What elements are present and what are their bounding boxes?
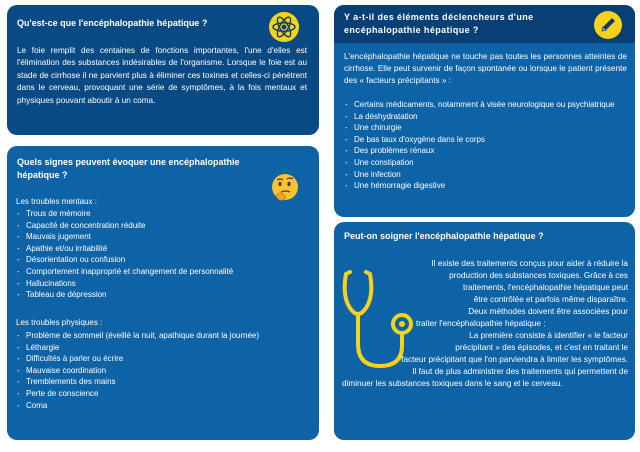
treatment-line: précipitant » des épisodes, et c'est en traitant le	[455, 343, 628, 352]
card-treatment-title: Peut-on soigner l'encéphalopathie hépatique ?	[344, 231, 544, 241]
card-signs	[7, 146, 319, 440]
treatment-line: traiter l'encéphalopathie hépatique :	[416, 319, 546, 328]
treatment-line: traitements, l'encéphalopathie hépatique peut	[463, 283, 628, 292]
card-treatment-body	[342, 258, 628, 390]
list-item: - La déshydratation	[344, 111, 628, 123]
atom-icon	[268, 11, 300, 43]
card-what-is-title: Qu'est-ce que l'encéphalopathie hépatique ?	[17, 17, 208, 28]
list-item: - Trous de mémoire	[16, 208, 312, 220]
list-item: - Mauvais jugement	[16, 231, 312, 243]
list-item: - De bas taux d'oxygène dans le corps	[344, 134, 628, 146]
treatment-line: diminuer les substances toxiques dans le sang et le cerveau.	[342, 379, 563, 388]
list-item: - Une chirurgie	[344, 122, 628, 134]
physical-troubles-title: Les troubles physiques :	[16, 318, 103, 327]
treatment-line: production des substances toxiques. Grâce à ces	[449, 271, 628, 280]
list-item: - Coma	[16, 400, 312, 412]
treatment-line: Deux méthodes doivent être associées pour	[468, 307, 628, 316]
list-item: - Mauvaise coordination	[16, 365, 312, 377]
card-triggers-title: Y a-t-il des éléments déclencheurs d'une encéphalopathie hépatique ?	[344, 12, 534, 35]
list-item: - Léthargie	[16, 342, 312, 354]
mental-troubles-list	[16, 208, 312, 301]
card-signs-header	[7, 156, 257, 182]
card-triggers-intro: L'encéphalopathie hépatique ne touche pas toutes les personnes atteintes de cirrhose. Elle peut survenir de façon spontanée ou lorsque le patient présente des « facteurs précipitants » :	[344, 52, 627, 85]
list-item: - Désorientation ou confusion	[16, 254, 312, 266]
list-item: - Une constipation	[344, 157, 628, 169]
list-item: - Problème de sommeil (éveillé la nuit, apathique durant la journée)	[16, 330, 312, 342]
list-item: - Difficultés à parler ou écrire	[16, 353, 312, 365]
card-treatment	[334, 222, 635, 440]
card-what-is	[7, 5, 319, 135]
list-item: - Une hémorragie digestive	[344, 180, 628, 192]
triggers-list	[344, 99, 628, 192]
card-treatment-header	[334, 230, 635, 243]
list-item: - Une infection	[344, 169, 628, 181]
list-item: - Hallucinations	[16, 278, 312, 290]
thinking-face-icon	[269, 172, 301, 204]
list-item: - Tableau de dépression	[16, 289, 312, 301]
list-item: - Tremblements des mains	[16, 376, 312, 388]
card-what-is-body: Le foie remplit des centaines de fonctions importantes, l'une d'elles est l'élimination des substances indésirables de l'organisme. Lorsque le foie est au stade de cirrhose il ne parvient plus à éliminer ces toxines et celles-ci pénètrent dans le cerveau, provoquant une série de symptômes, à la fois mentaux et physiques pouvant aboutir à un coma.	[17, 46, 307, 105]
list-item: - Certains médicaments, notamment à visée neurologique ou psychiatrique	[344, 99, 628, 111]
treatment-line: Il existe des traitements conçus pour aider à réduire la	[431, 259, 628, 268]
card-signs-title: Quels signes peuvent évoquer une encéphalopathie hépatique ?	[17, 157, 240, 180]
list-item: - Des problèmes rénaux	[344, 145, 628, 157]
treatment-line: Il faut de plus administrer des traitements qui permettent de	[412, 367, 628, 376]
list-item: - Perte de conscience	[16, 388, 312, 400]
card-triggers-header	[334, 5, 635, 43]
treatment-line: facteur précipitant que l'on parviendra à limiter les symptômes.	[401, 355, 628, 364]
treatment-line: être contrôlée et parfois même disparaître.	[473, 295, 628, 304]
list-item: - Capacité de concentration réduite	[16, 220, 312, 232]
treatment-line: La première consiste à identifier « le facteur	[469, 331, 628, 340]
list-item: - Apathie et/ou irritabilité	[16, 243, 312, 255]
pencil-icon	[593, 10, 623, 40]
physical-troubles-list	[16, 330, 312, 411]
list-item: - Comportement inapproprié et changement de personnalité	[16, 266, 312, 278]
card-triggers	[334, 5, 635, 217]
mental-troubles-title: Les troubles mentaux :	[16, 197, 97, 206]
